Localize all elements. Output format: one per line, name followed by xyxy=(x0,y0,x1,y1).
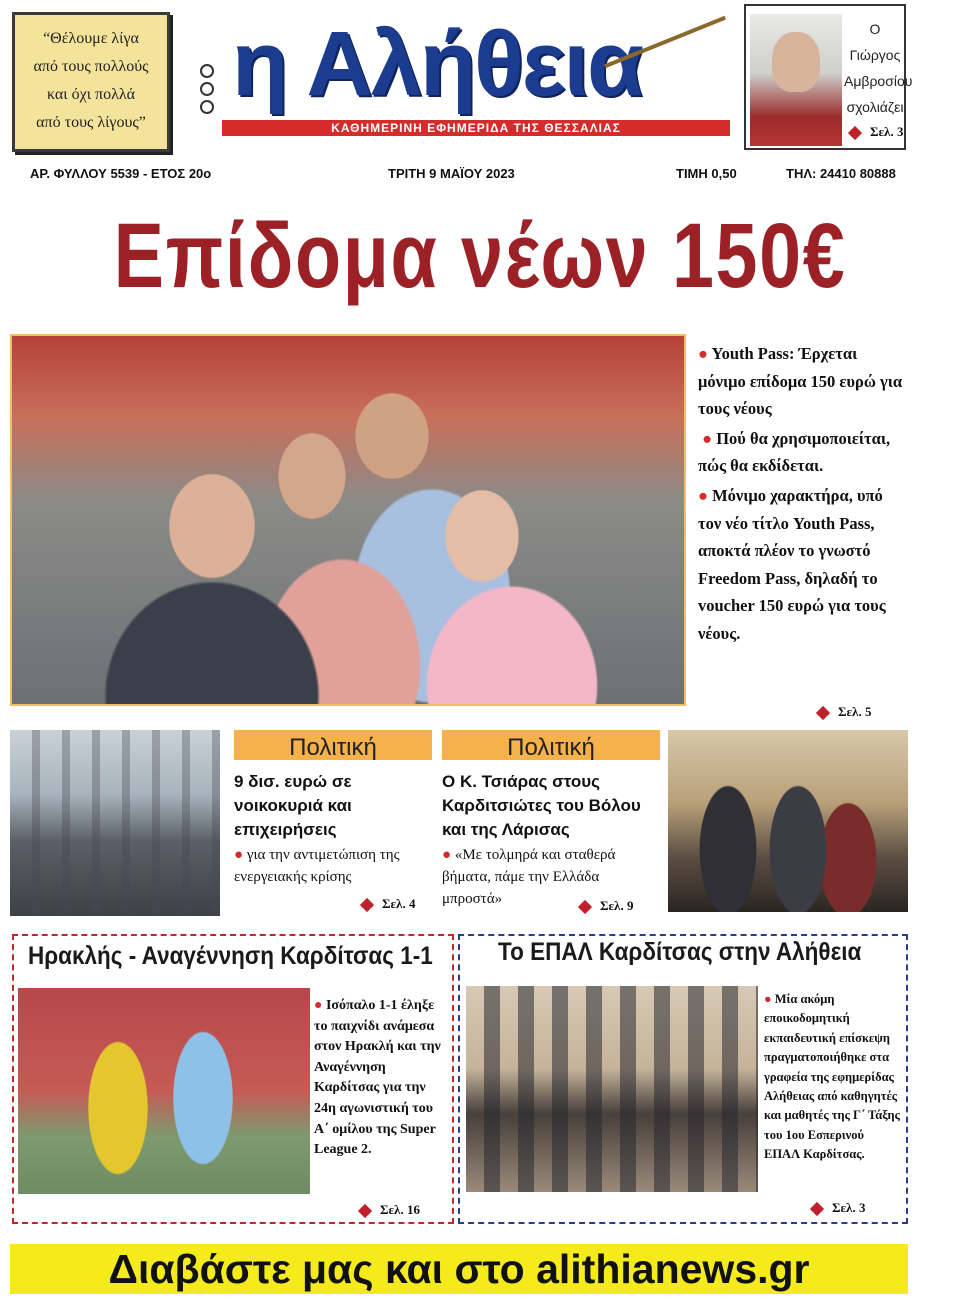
diamond-icon xyxy=(816,706,830,720)
columnist-page-ref xyxy=(850,124,903,140)
certification-marks xyxy=(196,60,218,138)
sports-text-body: Ισόπαλο 1-1 έληξε το παιχνίδι ανάμεσα στον Ηρακλή και την Αναγέννηση Καρδίτσας για την 24η αγωνιστική του Α΄ ομίλου της Super League 2. xyxy=(314,998,441,1158)
columnist-line: Αμβροσίου xyxy=(844,73,913,89)
columnist-line: σχολιάζει xyxy=(846,99,904,115)
bullet-icon: ● xyxy=(764,992,775,1006)
bullet-icon: ● xyxy=(698,428,717,448)
lead-story-summary xyxy=(698,340,908,648)
story2-title: Ο Κ. Τσιάρας στους Καρδιτσιώτες του Βόλου και της Λάρισας xyxy=(442,772,641,839)
seal-icon xyxy=(200,100,214,114)
motto-line: “Θέλουμε λίγα xyxy=(43,30,139,47)
issue-number: ΑΡ. ΦΥΛΛΟΥ 5539 - ΕΤΟΣ 20ο xyxy=(30,166,212,181)
masthead-logo[interactable]: η Αλήθεια xyxy=(232,13,642,115)
story2[interactable] xyxy=(442,730,660,910)
story1-photo[interactable] xyxy=(10,730,220,916)
diamond-icon xyxy=(578,900,592,914)
motto-line: από τους πολλούς xyxy=(33,58,149,75)
lead-bullet xyxy=(698,340,908,423)
lead-bullet xyxy=(698,482,908,648)
diamond-icon xyxy=(810,1202,824,1216)
epal-story-text xyxy=(764,990,902,1165)
seal-icon xyxy=(200,82,214,96)
bullet-text: Πού θα χρησιμοποιείται, πώς θα εκδίδεται. xyxy=(698,428,891,476)
section-tag-politics: Πολιτική xyxy=(442,730,660,760)
issue-date: ΤΡΙΤΗ 9 ΜΑΪΟΥ 2023 xyxy=(388,166,515,181)
bullet-text: Youth Pass: Έρχεται μόνιμο επίδομα 150 ευρώ για τους νέους xyxy=(698,344,903,419)
sports-story-title[interactable]: Ηρακλής - Αναγέννηση Καρδίτσας 1-1 xyxy=(28,942,433,970)
motto-box xyxy=(12,12,170,152)
lead-bullet xyxy=(698,425,908,480)
columnist-line: Ο Γιώργος xyxy=(849,21,901,63)
bullet-icon: ● xyxy=(698,485,713,505)
diamond-icon xyxy=(358,1204,372,1218)
motto-line: από τους λίγους” xyxy=(36,114,146,131)
contact-phone: ΤΗΛ: 24410 80888 xyxy=(786,166,896,181)
motto-line: και όχι πολλά xyxy=(47,86,135,103)
sports-story-text xyxy=(314,996,444,1161)
columnist-photo xyxy=(750,14,842,146)
bullet-icon: ● xyxy=(314,998,326,1013)
page-number: Σελ. 9 xyxy=(600,898,634,913)
masthead-subtitle: ΚΑΘΗΜΕΡΙΝΗ ΕΦΗΜΕΡΙΔΑ ΤΗΣ ΘΕΣΣΑΛΙΑΣ xyxy=(222,120,730,136)
lead-story-photo[interactable] xyxy=(10,334,686,706)
bullet-text: Μόνιμο χαρακτήρα, υπό τον νέο τίτλο Youth Pass, αποκτά πλέον το γνωστό Freedom Pass, δηλαδή το voucher 150 ευρώ για τους νέους. xyxy=(698,485,886,643)
columnist-box[interactable] xyxy=(744,4,913,150)
diamond-icon xyxy=(360,898,374,912)
epal-story-title[interactable]: Το ΕΠΑΛ Καρδίτσας στην Αλήθεια xyxy=(498,938,862,966)
story2-page-ref[interactable] xyxy=(580,898,633,914)
page-number: Σελ. 3 xyxy=(832,1200,866,1215)
story1[interactable] xyxy=(234,730,432,888)
columnist-caption xyxy=(844,16,913,120)
page-number: Σελ. 5 xyxy=(838,704,872,719)
section-tag-politics: Πολιτική xyxy=(234,730,432,760)
story1-title: 9 δισ. ευρώ σε νοικοκυριά και επιχειρήσεις xyxy=(234,772,352,839)
bullet-icon: ● xyxy=(698,344,712,363)
epal-page-ref[interactable] xyxy=(812,1200,865,1216)
lead-page-ref[interactable] xyxy=(818,704,871,720)
diamond-icon xyxy=(848,126,862,140)
story1-text xyxy=(234,844,432,888)
story1-page-ref[interactable] xyxy=(362,896,415,912)
seal-icon xyxy=(200,64,214,78)
main-headline[interactable]: Επίδομα νέων 150€ xyxy=(113,205,847,307)
page-number: Σελ. 4 xyxy=(382,896,416,911)
story1-text-body: για την αντιμετώπιση της ενεργειακής κρίσης xyxy=(234,847,400,885)
story2-text-body: «Με τολμηρά και σταθερά βήματα, πάμε την Ελλάδα μπροστά» xyxy=(442,847,616,907)
sports-story-photo[interactable] xyxy=(18,988,310,1194)
page-number: Σελ. 3 xyxy=(870,124,904,139)
bullet-icon: ● xyxy=(234,847,247,863)
epal-text-body: Μία ακόμη εποικοδομητική εκπαιδευτική επίσκεψη πραγματοποιήθηκε στα γραφεία της εφημερίδας Αλήθειας από καθηγητές και μαθητές της Γ΄ Τάξης του 1ου Εσπερινού ΕΠΑΛ Καρδίτσας. xyxy=(764,992,900,1162)
sports-page-ref[interactable] xyxy=(360,1202,420,1218)
issue-price: ΤΙΜΗ 0,50 xyxy=(676,166,737,181)
story2-photo[interactable] xyxy=(668,730,908,912)
epal-story-photo[interactable] xyxy=(466,986,758,1192)
bullet-icon: ● xyxy=(442,847,455,863)
website-banner[interactable]: Διαβάστε μας και στο alithianews.gr xyxy=(10,1244,908,1294)
page-number: Σελ. 16 xyxy=(380,1202,420,1217)
